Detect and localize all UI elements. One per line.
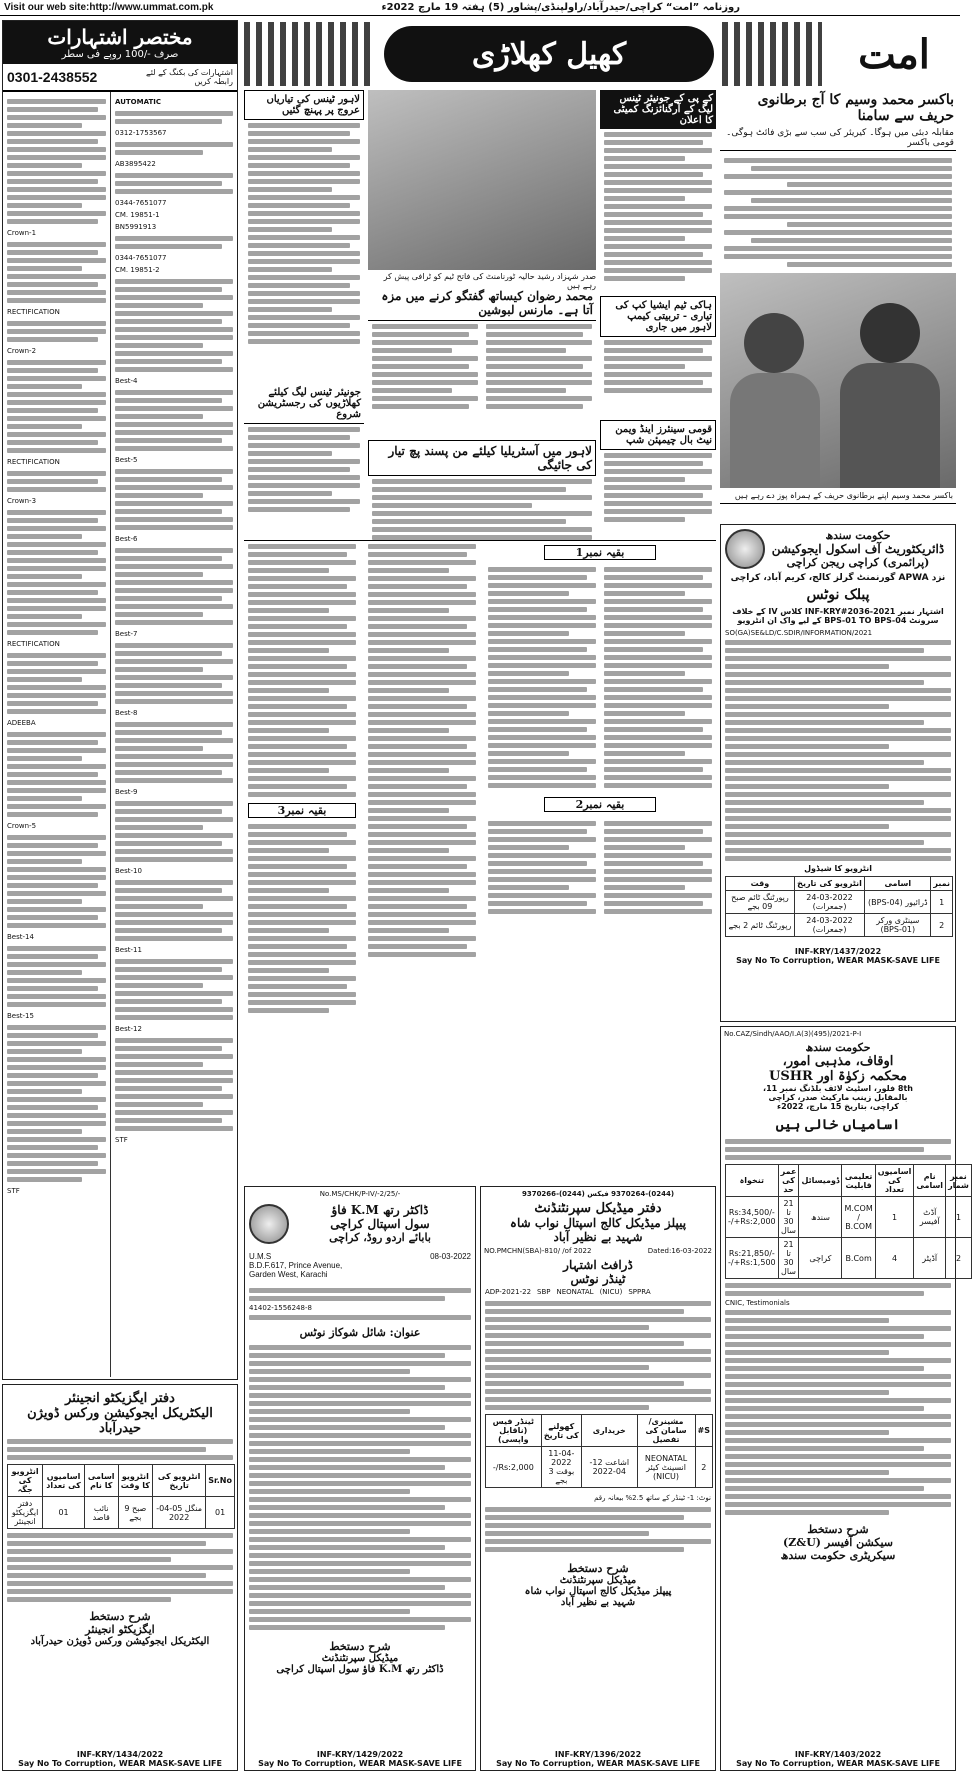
lead-subhead: مقابلہ دبئی میں ہوگا۔ کیریئر کی سب سے بڑی فائٹ ہوگی۔ قومی باکسر (720, 126, 956, 151)
section-title: کھیل کھلاڑی (471, 36, 627, 72)
story-headline: جونیئر ٹینس لیگ کیلئے کھلاڑیوں کی رجسٹریشن شروع (244, 384, 364, 424)
classifieds-header (3, 21, 237, 64)
listing-label: Best-14 (7, 933, 34, 941)
phone-label: 0344-7651077 (115, 199, 167, 207)
listing-label: RECTIFICATION (7, 308, 60, 316)
dateline: روزنامہ ”امت“ کراچی/حیدرآباد/راولپنڈی/پشاور (5) ہفتہ 19 مارچ 2022ء (381, 2, 740, 13)
table-header: نمبر شمار (946, 1165, 972, 1197)
ad-code: INF-KRY/1403/2022 (794, 1750, 882, 1759)
story-headline: لاہور میں آسٹریلیا کیلئے من پسند پچ تیار کی جائیگی (368, 440, 596, 476)
listing-label: Crown-2 (7, 347, 37, 355)
ad-date: کراچی، بتاریخ 15 مارچ، 2022ء (777, 1102, 899, 1111)
ad-code: INF-KRY/1429/2022 (316, 1750, 404, 1759)
ornament-left (244, 22, 374, 86)
masthead (244, 22, 956, 86)
sign-org: پیپلز میڈیکل کالج اسپتال نواب شاہ (524, 1586, 672, 1597)
ad-hospital: پیپلز میڈیکل کالج اسپتال نواب شاہ (509, 1216, 687, 1230)
listing-label: RECTIFICATION (7, 458, 60, 466)
cm-label: CM. 19851-1 (115, 211, 160, 219)
story-junior-tennis (244, 384, 364, 534)
top-bar (0, 0, 960, 16)
website-url[interactable]: Visit our web site:http://www.ummat.com.pk (4, 2, 214, 13)
section-title-banner (384, 26, 714, 82)
table-header: اسامی (865, 877, 931, 891)
hospital-logo-icon (249, 1204, 289, 1244)
story-hockey (600, 296, 716, 416)
interview-table (7, 1464, 235, 1529)
table-row: 2 آڈیٹر 4 B.Com کراچی 21 تا 30 سال Rs:21,850/- +Rs:1,500/- (726, 1238, 972, 1279)
ad-tender: ٹینڈر نوٹس (570, 1272, 626, 1286)
listing-label: Best-9 (115, 788, 138, 796)
ad-dept: ڈائریکٹوریٹ آف اسکول ایجوکیشن (771, 542, 945, 556)
ad-ref-line: SO(GA)SE&LD/C.SDIR/INFORMATION/2021 (725, 629, 873, 637)
ad-notice: ڈرافٹ اشتہار (563, 1258, 633, 1272)
table-header: اسامیوں کی تعداد (43, 1465, 85, 1497)
ad-address-en1: B.D.F.617, Prince Avenue, (249, 1261, 343, 1270)
cm-label: CM. 19851-2 (115, 266, 160, 274)
table-header: اسامی کا نام (84, 1465, 118, 1497)
tender-table (485, 1414, 713, 1488)
ad-footer: Say No To Corruption, WEAR MASK-SAVE LIFE (736, 956, 940, 965)
logo[interactable]: امت (858, 30, 930, 78)
ad-notes: نوٹ: 1- ٹینڈر کے ساتھ 2.5% بیعانہ رقم (594, 1494, 711, 1502)
story-lahore-tennis (244, 90, 364, 380)
ad-office: دفتر ایگزیکٹو انجینئر (65, 1391, 175, 1406)
ad-ref: اشتہار نمبر INF-KRY#2036-2021 کلاس IV کے خلاف (732, 607, 944, 616)
listing-label: Crown-3 (7, 497, 37, 505)
table-header: خریداری (582, 1415, 637, 1447)
ad-region: (پرائمری) کراچی ریجن کراچی (786, 556, 930, 569)
lead-headline: باکسر محمد وسیم کا آج برطانوی حریف سے سامنا (757, 92, 954, 124)
listing-label: Crown-1 (7, 229, 37, 237)
table-header: تنخواہ (726, 1165, 779, 1197)
boxer-photo-caption: باکسر محمد وسیم اپنے برطانوی حریف کے ہمراہ پوز دے رہے ہیں (720, 488, 956, 504)
listing-label: RECTIFICATION (7, 640, 60, 648)
ad-code: INF-KRY/1434/2022 (76, 1750, 164, 1759)
classifieds-contact (3, 64, 237, 92)
ad-city: حیدرآباد (98, 1421, 142, 1436)
table-header: وقت (726, 877, 795, 891)
story-lahore-pitch (368, 440, 596, 535)
ad-cnic: 41402-1556248-8 (249, 1304, 312, 1312)
listing-label: Best-6 (115, 535, 138, 543)
ad-medical (480, 1186, 716, 1771)
listing-label: Best-5 (115, 456, 138, 464)
classifieds-booking: اشتہارات کی بکنگ کے لئے رابطہ کریں (146, 68, 233, 86)
table-row: 1 آڈٹ آفیسر 1 M.COM / B.COM سندھ 21 تا 30 سال Rs:34,500/- +Rs:2,000/- (726, 1197, 972, 1238)
ad-adp: ADP-2021-22 (485, 1288, 532, 1296)
story-kp-league (600, 90, 716, 290)
listing-label: Best-15 (7, 1012, 34, 1020)
story-headline: لاہور ٹینس کی تیاریاں عروج پر پہنچ گئیں (244, 90, 364, 120)
ad-sindh-education (720, 524, 956, 1022)
story-headline: محمد رضوان کیساتھ گفتگو کرنے میں مزہ آتا ہے۔ مارنس لبوشین (368, 286, 596, 321)
table-header: عمر کی حد (778, 1165, 799, 1197)
classifieds-rate: صرف -/100 روپے فی سطر (61, 49, 179, 60)
ad-nicu: (NICU) (599, 1288, 623, 1296)
table-row: 1 ڈرائیور (BPS-04) 24-03-2022 (جمعرات) رپورٹنگ ٹائم صبح 09 بجے (726, 891, 953, 914)
ad-grades: سرونٹ BPS-01 TO BPS-04 کے لیے واک ان انٹرویو (737, 616, 939, 625)
ad-footer: Say No To Corruption, WEAR MASK-SAVE LIFE (18, 1759, 222, 1768)
table-header: مشینری/ سامان کی تفصیل (637, 1415, 695, 1447)
classifieds-title: مختصر اشتہارات (47, 25, 193, 49)
ad-footer: Say No To Corruption, WEAR MASK-SAVE LIFE (736, 1759, 940, 1768)
story-headline: کے پی کے جونیئر ٹینس لیگ کے آرگنائزنگ کمیٹی کا اعلان (600, 90, 716, 129)
sign-role: سیکشن آفیسر (Z&U) (783, 1536, 893, 1549)
listing-label: Crown-5 (7, 822, 37, 830)
table-header: نمبر (931, 877, 953, 891)
table-header: Sr.No (206, 1465, 235, 1497)
cnic-label: BN5991913 (115, 223, 157, 231)
lead-story (720, 90, 956, 520)
ad-division: الیکٹریکل ایجوکیشن ورکس ڈویژن (27, 1406, 213, 1421)
ornament-right (722, 22, 822, 86)
boxer-photo (720, 273, 956, 488)
phone-label: 0312-1753567 (115, 129, 167, 137)
ad-sppra: SPPRA (628, 1288, 651, 1296)
ad-city: شہید بے نظیر آباد (553, 1230, 643, 1244)
ad-footer: Say No To Corruption, WEAR MASK-SAVE LIFE (258, 1759, 462, 1768)
ad-ums: U.M.S (249, 1252, 272, 1261)
ad-code: INF-KRY/1396/2022 (554, 1750, 642, 1759)
ad-date: 08-03-2022 (430, 1252, 471, 1261)
ad-docs: CNIC, Testimonials (725, 1299, 790, 1307)
sign-org: الیکٹریکل ایجوکیشن ورکس ڈویژن حیدرآباد (30, 1636, 210, 1647)
listing-label: Best-7 (115, 630, 138, 638)
ad-electrical (2, 1384, 238, 1771)
classifieds-subcol-a (3, 92, 111, 1377)
story-headline: ہاکی ٹیم ایشیا کپ کی تیاری - تربیتی کیمپ لاہور میں جاری (600, 296, 716, 337)
table-row: 2 سینٹری ورکر (BPS-01) 24-03-2022 (جمعرات) رپورٹنگ ٹائم 2 بجے (726, 914, 953, 937)
table-header: کھولنے کی تاریخ (541, 1415, 581, 1447)
ad-ref: No.CAZ/Sindh/AAO/I.A(3)(495)/2021-P-I (724, 1030, 862, 1038)
ad-ref: No.MS/CHK/P-IV/-2/25/- (319, 1190, 401, 1198)
ad-sbp: SBP (537, 1288, 551, 1296)
classifieds-subcol-b (111, 92, 237, 1377)
ad-neonatal: NEONATAL (556, 1288, 594, 1296)
sign-title: شرح دستخط (567, 1562, 629, 1575)
ad-govt: حکومت سندھ (805, 1041, 871, 1054)
table-header: تعلیمی قابلیت (842, 1165, 875, 1197)
story-headline: قومی سینئرز اینڈ ویمن نیٹ بال چیمپئن شپ (600, 420, 716, 450)
table-header: ڈومیسائل (799, 1165, 842, 1197)
sindh-govt-seal-icon (725, 529, 765, 569)
sign-role: ایگزیکٹو انجینئر (85, 1623, 155, 1636)
listing-label: ADEEBA (7, 719, 36, 727)
ad-address-ur: بابائے اردو روڈ، کراچی (329, 1231, 431, 1244)
table-row: 2 NEONATAL انسینٹ کیئر (NICU) اشاعت 12-04-2022 11-04-2022 بوقت 3 بجے Rs:2,000/- (486, 1447, 713, 1488)
table-header: انٹرویو کی تاریخ (153, 1465, 206, 1497)
ad-govt: حکومت سندھ (825, 529, 891, 542)
table-header: انٹرویو کی جگہ (8, 1465, 43, 1497)
classifieds-phone[interactable]: 0301-2438552 (7, 69, 98, 85)
trophy-photo (368, 90, 596, 270)
table-header: انٹرویو کی تاریخ (794, 877, 864, 891)
sign-org: ڈاکٹر رتھ K.M فاؤ سول اسپتال کراچی (276, 1664, 444, 1675)
table-header: اسامیوں کی تعداد (875, 1165, 914, 1197)
ad-dated: Dated:16-03-2022 (647, 1247, 712, 1255)
story-netball (600, 420, 716, 540)
ad-footer: Say No To Corruption, WEAR MASK-SAVE LIFE (496, 1759, 700, 1768)
table-header: ٹینڈر فیس (ناقابل واپسی) (486, 1415, 542, 1447)
sign-title: شرح دستخط (89, 1610, 151, 1623)
table-row: 01 منگل 05-04-2022 صبح 9 بجے نائب قاصد 01 دفتر ایگزیکٹو انجینئر (8, 1497, 235, 1529)
ad-dept: اوقاف، مذہبی امور، (782, 1054, 894, 1069)
schedule-title: انٹرویو کا شیڈول (804, 864, 872, 873)
ad-phone: (0244)-9370264 فیکس (0244)-9370266 (521, 1190, 675, 1198)
table-header: نام اسامی (914, 1165, 946, 1197)
sign-city: شہید بے نظیر آباد (560, 1597, 636, 1608)
classifieds-column (2, 20, 238, 1380)
ad-address-en2: Garden West, Karachi (249, 1270, 328, 1279)
continuation-columns (244, 540, 716, 1180)
sign-role: میڈیکل سپرنٹنڈنٹ (321, 1653, 399, 1664)
listing-label: Best-4 (115, 377, 138, 385)
listing-label: Best-12 (115, 1025, 142, 1033)
cnic-label: AB3895422 (115, 160, 156, 168)
ad-address2: بالمقابل زینب مارکیٹ صدر، کراچی (768, 1093, 908, 1102)
ad-title: ڈاکٹر رتھ K.M فاؤ (331, 1203, 429, 1217)
sign-org: سیکریٹری حکومت سندھ (780, 1549, 896, 1562)
sign-role: میڈیکل سپرنٹنڈنٹ (559, 1575, 637, 1586)
vacancy-table (725, 1164, 972, 1279)
ad-subject: عنوان: شائل شوکاز نوٹس (299, 1326, 421, 1339)
ad-address: 8th فلور، اسٹیٹ لائف بلڈنگ نمبر 11، (763, 1084, 913, 1093)
ad-org: سول اسپتال کراچی (330, 1217, 430, 1231)
ad-ref-no: NO.PMCHN(SBA)-810/ /of 2022 (484, 1247, 592, 1255)
ad-notice: پبلک نوٹس (806, 587, 870, 603)
trophy-caption: صدر شہزاد رشید حالیہ ٹورنامنٹ کی فاتح ٹیم کو ٹرافی پیش کر رہے ہیں (383, 272, 596, 290)
table-header: انٹرویو کا وقت (118, 1465, 153, 1497)
continuation-label: بقیہ نمبر1 (544, 545, 656, 560)
ad-code: INF-KRY/1437/2022 (794, 947, 882, 956)
continuation-label: بقیہ نمبر2 (544, 797, 656, 812)
ad-vacancy: اسامیاں خالی ہیں (775, 1117, 901, 1133)
listing-label: Best-8 (115, 709, 138, 717)
story-rizwan (368, 286, 596, 436)
schedule-table (725, 876, 953, 937)
sign-title: شرح دستخط (807, 1523, 869, 1536)
ad-office: دفتر میڈیکل سپرنٹنڈنٹ (534, 1201, 662, 1216)
listing-label: STF (115, 1136, 128, 1144)
ad-unit: محکمہ زکوٰۃ اور USHR (768, 1069, 908, 1084)
ad-civil-hospital (244, 1186, 476, 1771)
ad-auqaf (720, 1026, 969, 1771)
sign-title: شرح دستخط (329, 1640, 391, 1653)
continuation-label: بقیہ نمبر3 (248, 803, 356, 818)
ad-location: نزد APWA گورنمنٹ گرلز کالج، کریم آباد، کراچی (730, 573, 946, 583)
listing-label: Best-10 (115, 867, 142, 875)
listing-label: STF (7, 1187, 20, 1195)
table-header: S# (695, 1415, 712, 1447)
listing-label: Best-11 (115, 946, 142, 954)
automatic-label: AUTOMATIC (115, 98, 161, 106)
phone-label: 0344-7651077 (115, 254, 167, 262)
